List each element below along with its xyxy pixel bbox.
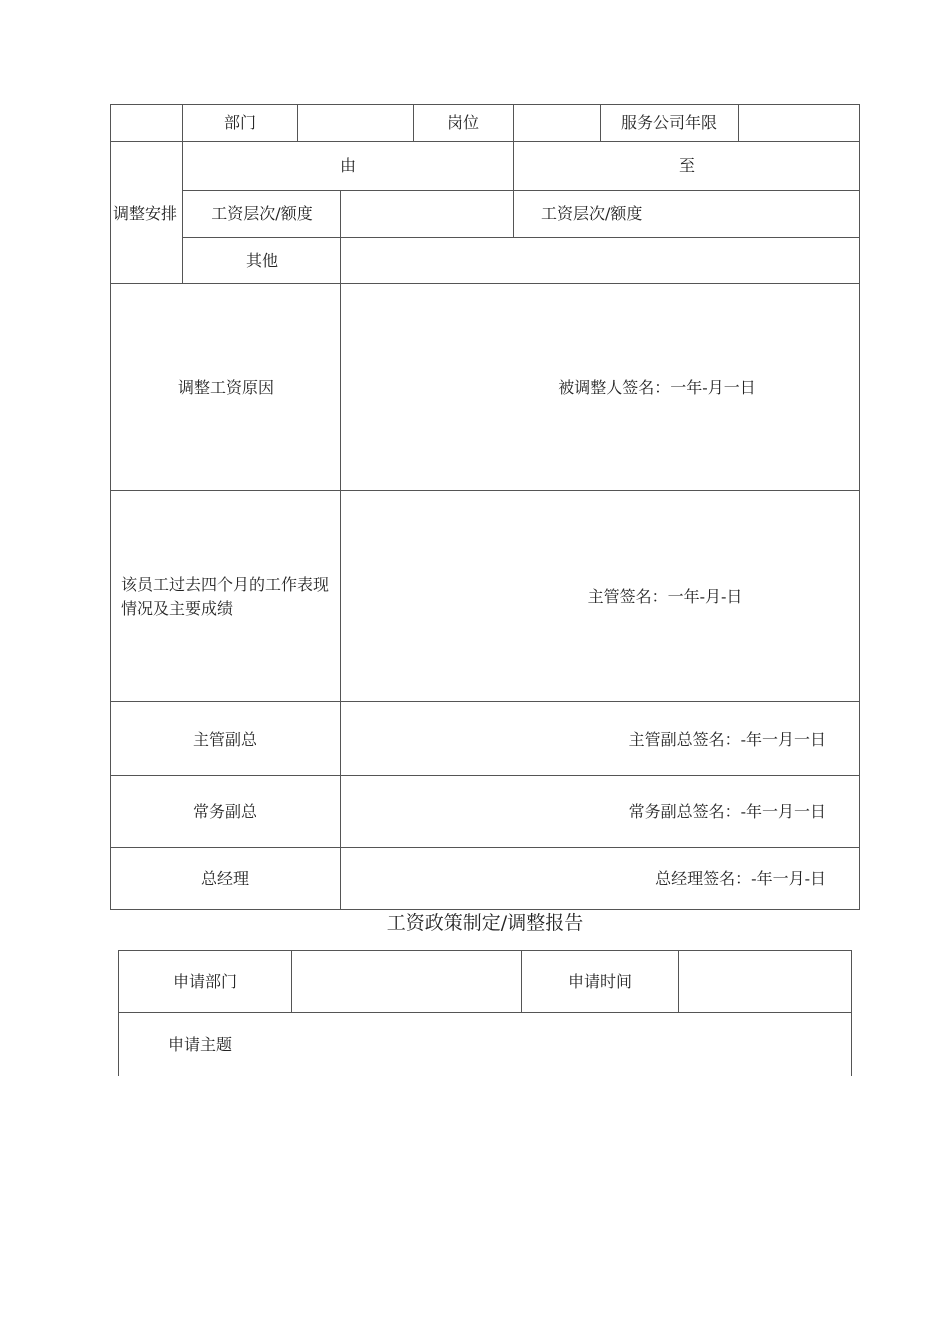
table-border-left [110,104,111,910]
executive-vp-label: 常务副总 [192,802,258,821]
performance-signature: 主管签名：一年-月-日 [587,587,743,606]
table-rule [110,775,860,776]
table-rule [110,701,860,702]
apply-dept-label: 申请部门 [172,972,238,991]
reason-signature: 被调整人签名：一年-月一日 [558,378,756,397]
table-border-top [110,104,860,105]
table-rule [110,847,860,848]
performance-label: 该员工过去四个月的工作表现情况及主要成绩 [121,575,330,618]
table-border-right [859,104,860,910]
table-rule [521,950,522,1013]
to-label: 至 [678,156,696,175]
table-rule [513,104,514,238]
grade-from-label: 工资层次/额度 [211,204,313,223]
from-label: 由 [339,156,357,175]
table-rule [600,104,601,141]
table-rule [413,104,414,141]
adjust-arrangement-label: 调整安排 [113,204,178,223]
table-rule [183,190,860,191]
table-rule [291,950,292,1013]
table-rule [182,104,183,284]
general-manager-label: 总经理 [200,869,250,888]
table-border-right [851,950,852,1076]
apply-time-label: 申请时间 [567,972,633,991]
vice-president-signature: 主管副总签名：-年一月一日 [628,730,826,749]
table-rule [110,283,860,284]
other-label: 其他 [245,251,279,270]
table-border-left [118,950,119,1076]
table-rule [738,104,739,141]
reason-label: 调整工资原因 [177,378,275,397]
dept-label: 部门 [223,113,257,132]
table-border-bottom [110,909,860,910]
service-years-label: 服务公司年限 [620,113,718,132]
table-rule [340,190,341,910]
table-border-top [118,950,852,951]
table-rule [183,237,860,238]
table-rule [118,1012,852,1013]
table-rule [110,490,860,491]
report-title: 工资政策制定/调整报告 [386,912,584,934]
table-rule [678,950,679,1013]
general-manager-signature: 总经理签名：-年一月-日 [655,869,826,888]
table-rule [297,104,298,141]
vice-president-label: 主管副总 [192,730,258,749]
executive-vp-signature: 常务副总签名：-年一月一日 [628,802,826,821]
subject-label: 申请主题 [168,1035,233,1054]
position-label: 岗位 [446,113,480,132]
grade-to-label: 工资层次/额度 [541,204,643,223]
table-rule [110,141,860,142]
